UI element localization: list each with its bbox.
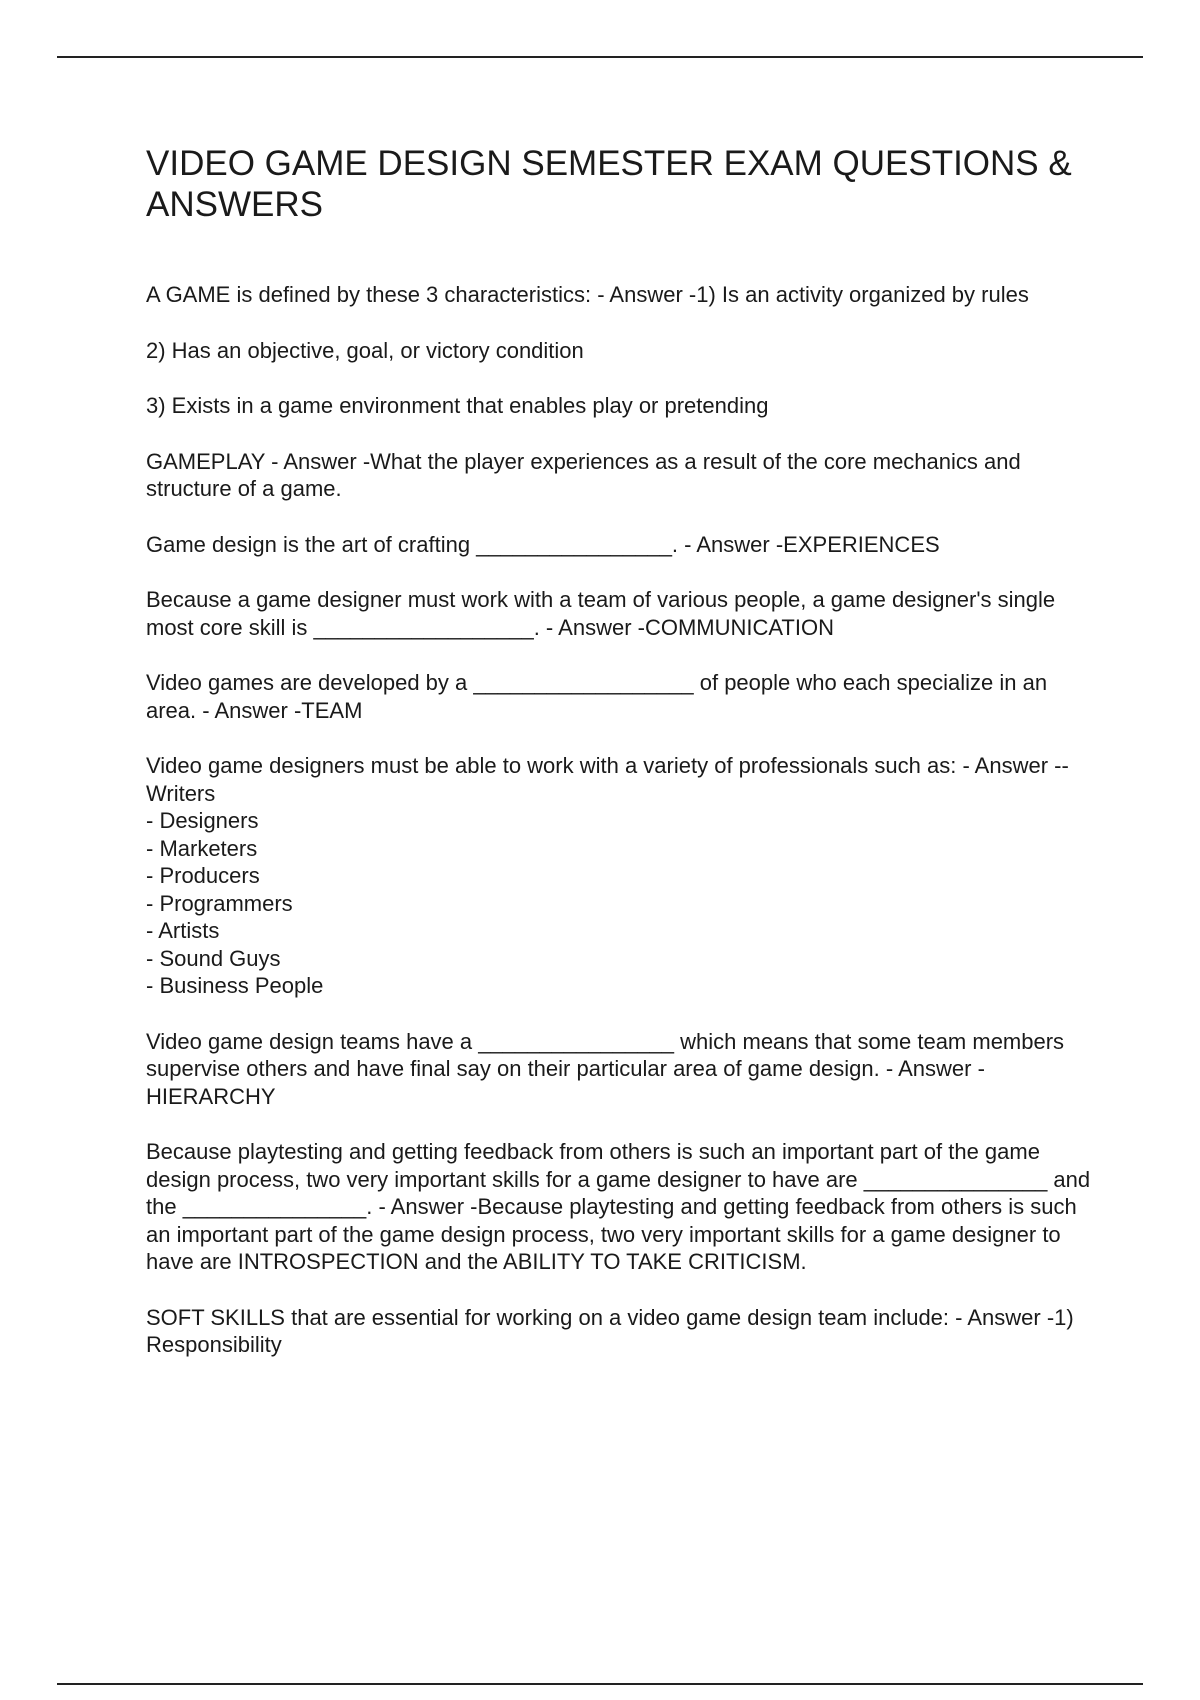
list-item: - Programmers	[146, 890, 293, 916]
qa-paragraph: Video games are developed by a __________________ of people who each specialize in an area. - Answer -TEAM	[146, 670, 1048, 723]
qa-paragraph: GAMEPLAY - Answer -What the player experiences as a result of the core mechanics and structure of a game.	[146, 448, 1021, 501]
qa-paragraph: 3) Exists in a game environment that enables play or pretending	[146, 393, 769, 418]
qa-paragraph: A GAME is defined by these 3 characteristics: - Answer -1) Is an activity organized by rules	[146, 282, 1029, 307]
qa-paragraph: 2) Has an objective, goal, or victory condition	[146, 337, 584, 363]
qa-list	[146, 281, 1091, 1359]
qa-paragraph: Because playtesting and getting feedback from others is such an important part of the game design process, two very important skills for a game designer to have are _______________ and the _______________. - Answer -Because playtesting and getting feedback from others is such an important part of the game design process, two very important skills for a game designer to have are INTROSPECTION and the ABILITY TO TAKE CRITICISM.	[146, 1139, 1091, 1274]
list-item: - Business People	[146, 973, 324, 998]
list-item: - Producers	[146, 863, 260, 888]
list-item: - Designers	[146, 808, 259, 833]
qa-paragraph-lead: Video game designers must be able to work with a variety of professionals such as: - Answer -- Writers	[146, 753, 1069, 806]
list-item: - Sound Guys	[146, 945, 281, 971]
top-rule	[57, 56, 1143, 58]
qa-paragraph: SOFT SKILLS that are essential for working on a video game design team include: - Answer -1) Responsibility	[146, 1304, 1074, 1357]
qa-paragraph-list	[146, 752, 1091, 1000]
bottom-rule	[57, 1683, 1143, 1685]
document-title: VIDEO GAME DESIGN SEMESTER EXAM QUESTIONS & ANSWERS	[146, 144, 1072, 224]
document-body	[146, 143, 1091, 1387]
list-item: - Marketers	[146, 835, 258, 861]
qa-paragraph: Game design is the art of crafting ________________. - Answer -EXPERIENCES	[146, 531, 940, 557]
qa-paragraph: Because a game designer must work with a team of various people, a game designer's single most core skill is __________________. - Answer -COMMUNICATION	[146, 587, 1056, 640]
qa-paragraph: Video game design teams have a ________________ which means that some team members supervise others and have final say on their particular area of game design. - Answer -HIERARCHY	[146, 1028, 1065, 1109]
list-item: - Artists	[146, 918, 220, 943]
